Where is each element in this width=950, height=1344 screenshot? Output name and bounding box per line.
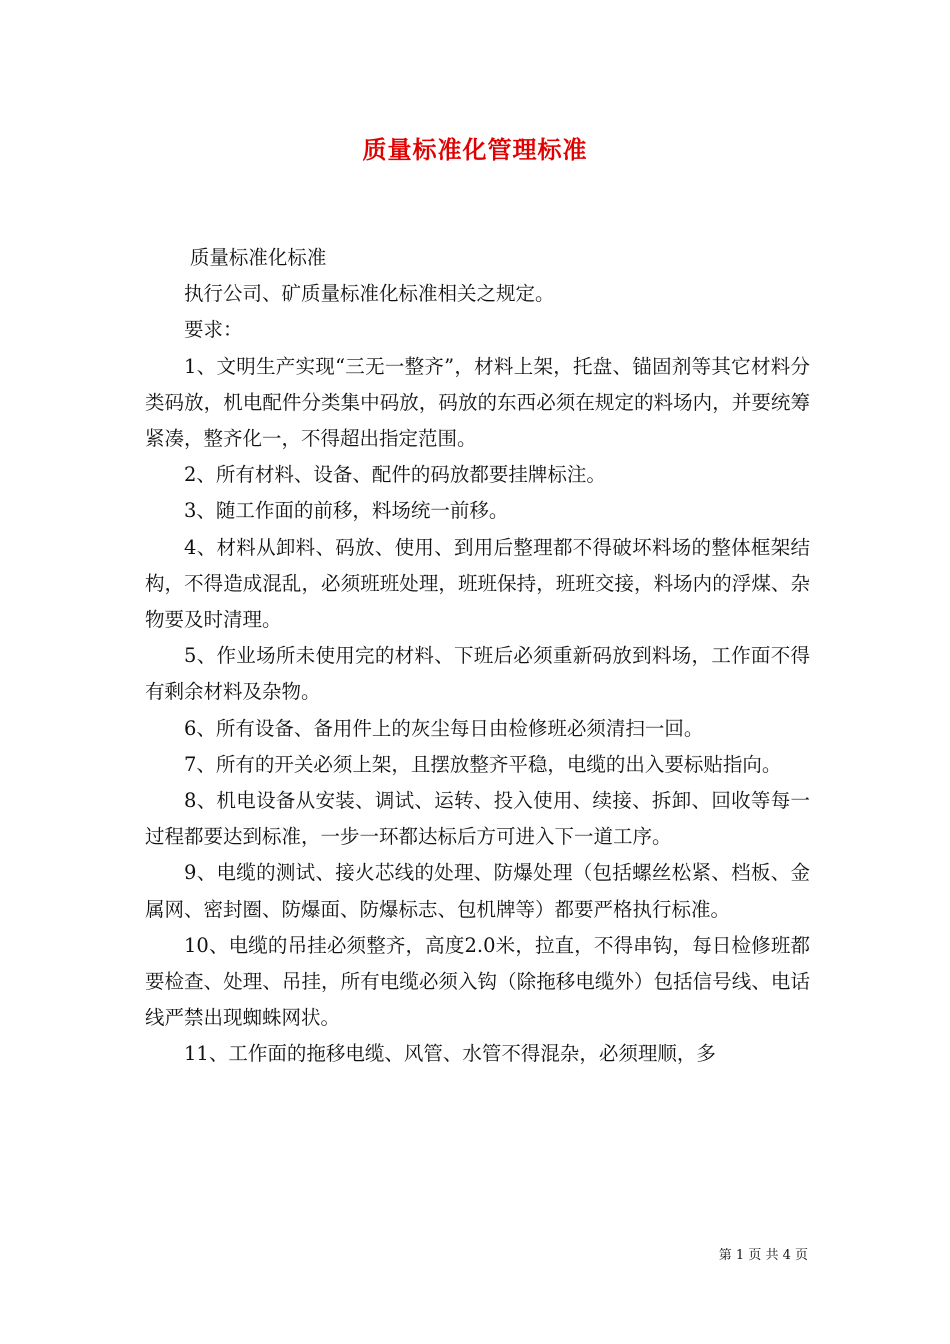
paragraph-item-8: 8、机电设备从安装、调试、运转、投入使用、续接、拆卸、回收等每一过程都要达到标准，一步一环都达标后方可进入下一道工序。 <box>145 789 810 849</box>
paragraph-item-2: 2、所有材料、设备、配件的码放都要挂牌标注。 <box>184 463 606 487</box>
paragraph-item-1: 1、文明生产实现“三无一整齐”，材料上架，托盘、锚固剂等其它材料分类码放，机电配件分类集中码放，码放的东西必须在规定的料场内，并要统筹紧凑，整齐化一，不得超出指定范围。 <box>145 354 810 451</box>
paragraph-requirements-label: 要求： <box>184 318 243 342</box>
paragraph-intro: 执行公司、矿质量标准化标准相关之规定。 <box>184 282 555 306</box>
section-heading: 质量标准化标准 <box>189 246 327 269</box>
paragraph-item-4: 4、材料从卸料、码放、使用、到用后整理都不得破坏料场的整体框架结构，不得造成混乱，必须班班处理，班班保持，班班交接，料场内的浮煤、杂物要及时清理。 <box>145 535 810 632</box>
paragraph-item-10: 10、电缆的吊挂必须整齐，高度2.0米，拉直，不得串钩，每日检修班都要检查、处理、吊挂，所有电缆必须入钩（除拖移电缆外）包括信号线、电话线严禁出现蜘蛛网状。 <box>145 933 810 1030</box>
document-body <box>145 240 810 1073</box>
paragraph-item-6: 6、所有设备、备用件上的灰尘每日由检修班必须清扫一回。 <box>184 716 704 740</box>
paragraph-item-5: 5、作业场所未使用完的材料、下班后必须重新码放到料场，工作面不得有剩余材料及杂物。 <box>145 644 810 704</box>
document-title: 质量标准化管理标准 <box>362 135 588 164</box>
paragraph-item-7: 7、所有的开关必须上架，且摆放整齐平稳，电缆的出入要标贴指向。 <box>184 752 782 776</box>
paragraph-item-3: 3、随工作面的前移，料场统一前移。 <box>184 499 509 523</box>
paragraph-item-9: 9、电缆的测试、接火芯线的处理、防爆处理（包括螺丝松紧、档板、金属网、密封圈、防爆面、防爆标志、包机牌等）都要严格执行标准。 <box>145 861 810 921</box>
page-number: 第 1 页 共 4 页 <box>718 1248 808 1263</box>
paragraph-item-11: 11、工作面的拖移电缆、风管、水管不得混杂，必须理顺，多 <box>184 1042 716 1066</box>
